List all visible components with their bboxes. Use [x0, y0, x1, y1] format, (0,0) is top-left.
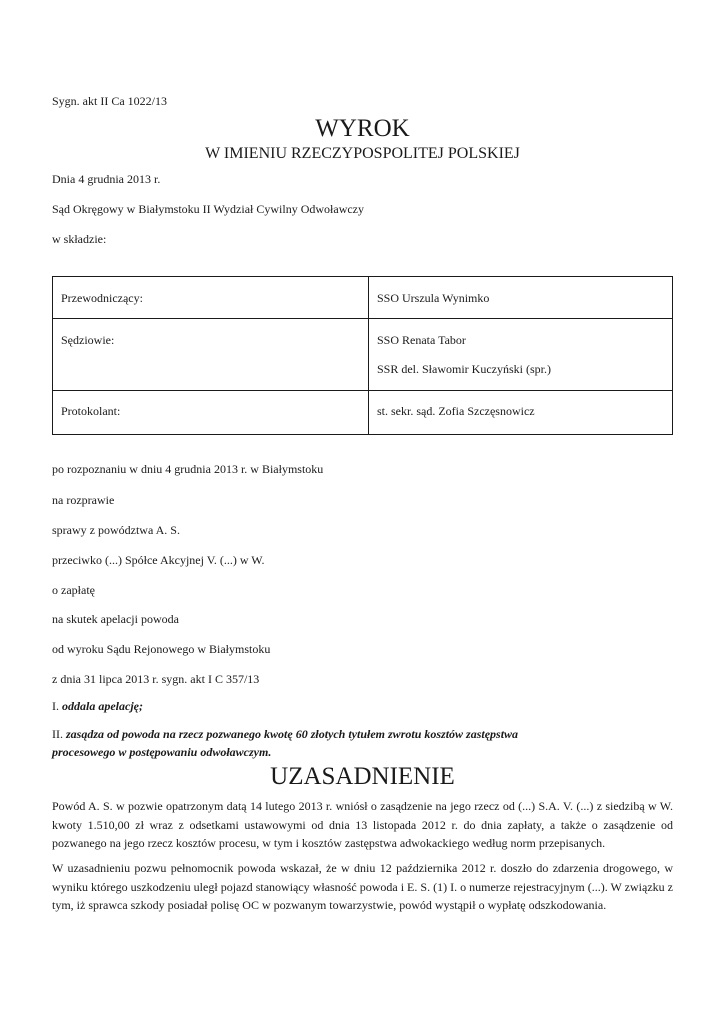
justification-paragraph: W uzasadnieniu pozwu pełnomocnik powoda wskazał, że w dniu 12 października 2012 r. doszło do zdarzenia drogowego, w wyniku którego uszkodzeniu uległ pojazd stanowiący własność powoda i E. S. (1) I. o numerze rejestracyjnym (...). W związku z tym, iż sprawca szkody posiadał polisę OC w pozwanym towarzystwie, powód wystąpił o wypłatę odszkodowania.	[52, 861, 673, 912]
presiding-judge-label: Przewodniczący:	[61, 291, 143, 305]
table-row	[53, 391, 673, 435]
case-signature: Sygn. akt II Ca 1022/13	[52, 94, 167, 108]
judgment-date: Dnia 4 grudnia 2013 r.	[52, 172, 161, 186]
judge-name-1: SSO Renata Tabor	[377, 333, 466, 347]
case-line: od wyroku Sądu Rejonowego w Białymstoku	[52, 642, 271, 656]
table-cell-label	[53, 277, 369, 319]
presiding-judge-name: SSO Urszula Wynimko	[377, 291, 490, 305]
judge-name-2: SSR del. Sławomir Kuczyński (spr.)	[377, 362, 551, 376]
table-cell-value	[369, 277, 673, 319]
verdict-point-text: oddala apelację;	[62, 699, 143, 713]
case-line: o zapłatę	[52, 583, 95, 597]
verdict-point-1	[52, 699, 143, 713]
justification-title: UZASADNIENIE	[270, 763, 455, 790]
table-cell-label	[53, 391, 369, 435]
court-panel-table	[52, 276, 673, 435]
clerk-name: st. sekr. sąd. Zofia Szczęsnowicz	[377, 404, 535, 418]
verdict-point-2	[52, 727, 673, 759]
verdict-point-number: II.	[52, 727, 63, 741]
document-subtitle: W IMIENIU RZECZYPOSPOLITEJ POLSKIEJ	[205, 145, 520, 162]
case-line: na skutek apelacji powoda	[52, 612, 179, 626]
table-cell-value	[369, 391, 673, 435]
verdict-point-text: procesowego w postępowaniu odwoławczym.	[52, 745, 272, 759]
verdict-point-text: zasądza od powoda na rzecz pozwanego kwotę 60 złotych tytułem zwrotu kosztów zastępstwa	[66, 727, 519, 741]
table-cell-value	[369, 319, 673, 391]
verdict-point-number: I.	[52, 699, 59, 713]
table-cell-label	[53, 319, 369, 391]
document-title: WYROK	[315, 115, 410, 142]
case-line: po rozpoznaniu w dniu 4 grudnia 2013 r. w Białymstoku	[52, 462, 324, 476]
case-line: z dnia 31 lipca 2013 r. sygn. akt I C 357/13	[52, 672, 260, 686]
clerk-label: Protokolant:	[61, 404, 121, 418]
composition-label: w składzie:	[52, 232, 107, 246]
judges-label: Sędziowie:	[61, 333, 115, 347]
table-row	[53, 277, 673, 319]
court-name: Sąd Okręgowy w Białymstoku II Wydział Cywilny Odwoławczy	[52, 202, 365, 216]
case-line: sprawy z powództwa A. S.	[52, 523, 180, 537]
table-row	[53, 319, 673, 391]
case-line: przeciwko (...) Spółce Akcyjnej V. (...) w W.	[52, 553, 265, 567]
justification-paragraph: Powód A. S. w pozwie opatrzonym datą 14 lutego 2013 r. wniósł o zasądzenie na jego rzecz od (...) S.A. V. (...) z siedzibą w W. kwoty 1.510,00 zł wraz z odsetkami ustawowymi od dnia 13 listopada 2012 r. do dnia zapłaty, a także o zasądzenie od pozwanego na jego rzecz kosztów procesu, w tym i kosztów zastępstwa adwokackiego według norm przepisanych.	[52, 799, 673, 850]
case-line: na rozprawie	[52, 493, 115, 507]
